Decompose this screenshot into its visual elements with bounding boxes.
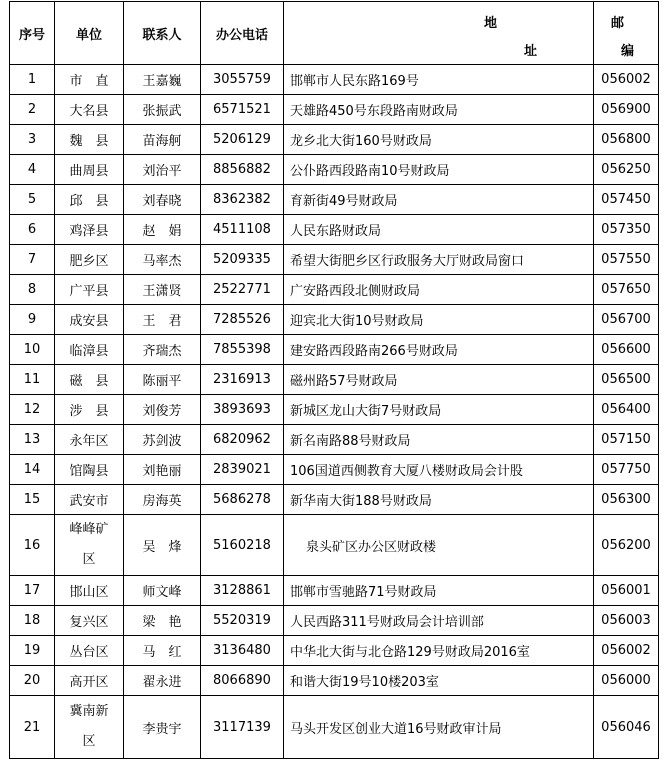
table-row (10, 125, 659, 155)
table-row (10, 395, 659, 425)
zip-cell: 056002 (594, 636, 659, 666)
phone-cell: 3055759 (201, 65, 284, 95)
phone-cell: 2316913 (201, 365, 284, 395)
table-row (10, 155, 659, 185)
address-cell: 邯郸市人民东路169号 (284, 65, 594, 95)
contact-cell: 师文峰 (124, 576, 201, 606)
phone-cell: 7855398 (201, 335, 284, 365)
table-row (10, 365, 659, 395)
zip-cell: 057750 (594, 455, 659, 485)
header-phone: 办公电话 (201, 2, 284, 65)
unit-cell-text: 冀南新区 (69, 704, 109, 749)
row-number: 13 (10, 425, 55, 455)
table-row (10, 515, 659, 576)
unit-cell: 曲周县 (55, 155, 124, 185)
unit-cell: 高开区 (55, 666, 124, 696)
zip-cell: 056800 (594, 125, 659, 155)
table-row (10, 185, 659, 215)
unit-cell-text: 峰峰矿区 (69, 522, 109, 567)
phone-cell: 2522771 (201, 275, 284, 305)
row-number: 16 (10, 515, 55, 576)
zip-cell: 056250 (594, 155, 659, 185)
row-number: 1 (10, 65, 55, 95)
row-number: 2 (10, 95, 55, 125)
table-row (10, 275, 659, 305)
address-cell: 人民西路311号财政局会计培训部 (284, 606, 594, 636)
zip-cell: 057450 (594, 185, 659, 215)
phone-cell: 4511108 (201, 215, 284, 245)
unit-cell: 成安县 (55, 305, 124, 335)
contact-cell: 梁 艳 (124, 606, 201, 636)
address-cell: 龙乡北大街160号财政局 (284, 125, 594, 155)
header-zip (594, 2, 659, 65)
table-row (10, 95, 659, 125)
contact-cell: 刘艳丽 (124, 455, 201, 485)
table-row (10, 455, 659, 485)
address-cell: 和谐大街19号10楼203室 (284, 666, 594, 696)
unit-cell: 广平县 (55, 275, 124, 305)
zip-cell: 056003 (594, 606, 659, 636)
phone-cell: 6571521 (201, 95, 284, 125)
phone-cell: 7285526 (201, 305, 284, 335)
address-cell: 建安路西段路南266号财政局 (284, 335, 594, 365)
address-cell: 迎宾北大街10号财政局 (284, 305, 594, 335)
address-cell: 新城区龙山大街7号财政局 (284, 395, 594, 425)
row-number: 20 (10, 666, 55, 696)
phone-cell: 2839021 (201, 455, 284, 485)
address-cell: 中华北大街与北仓路129号财政局2016室 (284, 636, 594, 666)
phone-cell: 5206129 (201, 125, 284, 155)
phone-cell: 5520319 (201, 606, 284, 636)
table-row (10, 666, 659, 696)
phone-cell: 8362382 (201, 185, 284, 215)
zip-cell: 056001 (594, 576, 659, 606)
address-cell: 106国道西侧教育大厦八楼财政局会计股 (284, 455, 594, 485)
address-cell: 天雄路450号东段路南财政局 (284, 95, 594, 125)
zip-cell: 056000 (594, 666, 659, 696)
header-address-part-1: 地 (484, 16, 498, 31)
contact-cell: 李贵宇 (124, 696, 201, 759)
unit-cell: 馆陶县 (55, 455, 124, 485)
phone-cell: 5209335 (201, 245, 284, 275)
address-cell: 邯郸市雪驰路71号财政局 (284, 576, 594, 606)
contact-cell: 张振武 (124, 95, 201, 125)
contact-cell: 苗海舸 (124, 125, 201, 155)
contact-cell: 王嘉巍 (124, 65, 201, 95)
row-number: 7 (10, 245, 55, 275)
unit-cell: 鸡泽县 (55, 215, 124, 245)
contact-cell: 王 君 (124, 305, 201, 335)
unit-cell: 邱 县 (55, 185, 124, 215)
table-row (10, 305, 659, 335)
unit-cell: 大名县 (55, 95, 124, 125)
zip-cell: 056500 (594, 365, 659, 395)
contact-cell: 房海英 (124, 485, 201, 515)
header-row (10, 2, 659, 65)
phone-cell: 3117139 (201, 696, 284, 759)
row-number: 9 (10, 305, 55, 335)
address-cell: 育新街49号财政局 (284, 185, 594, 215)
zip-cell: 056400 (594, 395, 659, 425)
unit-cell: 涉 县 (55, 395, 124, 425)
table-row (10, 606, 659, 636)
unit-cell: 复兴区 (55, 606, 124, 636)
header-zip-part-2: 编 (621, 44, 635, 59)
header-address-part-2: 址 (524, 44, 538, 59)
unit-cell: 魏 县 (55, 125, 124, 155)
row-number: 4 (10, 155, 55, 185)
row-number: 18 (10, 606, 55, 636)
address-cell: 马头开发区创业大道16号财政审计局 (284, 696, 594, 759)
table-row (10, 576, 659, 606)
address-cell: 新华南大街188号财政局 (284, 485, 594, 515)
table-row (10, 65, 659, 95)
table-row (10, 215, 659, 245)
table-row (10, 335, 659, 365)
address-cell: 广安路西段北侧财政局 (284, 275, 594, 305)
row-number: 3 (10, 125, 55, 155)
zip-cell: 056002 (594, 65, 659, 95)
zip-cell: 057350 (594, 215, 659, 245)
row-number: 17 (10, 576, 55, 606)
zip-cell: 056300 (594, 485, 659, 515)
phone-cell: 5686278 (201, 485, 284, 515)
contact-table (9, 1, 659, 759)
zip-cell: 057550 (594, 245, 659, 275)
contact-cell: 齐瑞杰 (124, 335, 201, 365)
address-cell: 新名南路88号财政局 (284, 425, 594, 455)
header-no: 序号 (10, 2, 55, 65)
header-address (284, 2, 594, 65)
phone-cell: 8066890 (201, 666, 284, 696)
header-zip-part-1: 邮 (611, 16, 625, 31)
contact-cell: 苏剑波 (124, 425, 201, 455)
row-number: 5 (10, 185, 55, 215)
row-number: 6 (10, 215, 55, 245)
row-number: 8 (10, 275, 55, 305)
unit-cell: 丛台区 (55, 636, 124, 666)
address-cell: 公仆路西段路南10号财政局 (284, 155, 594, 185)
phone-cell: 6820962 (201, 425, 284, 455)
contact-cell: 刘俊芳 (124, 395, 201, 425)
contact-cell: 陈丽平 (124, 365, 201, 395)
row-number: 21 (10, 696, 55, 759)
table-row (10, 485, 659, 515)
unit-cell: 临漳县 (55, 335, 124, 365)
address-cell: 磁州路57号财政局 (284, 365, 594, 395)
table-row (10, 245, 659, 275)
phone-cell: 3128861 (201, 576, 284, 606)
unit-cell (55, 515, 124, 576)
table-row (10, 425, 659, 455)
zip-cell: 056046 (594, 696, 659, 759)
address-cell: 泉头矿区办公区财政楼 (284, 515, 594, 576)
zip-cell: 056600 (594, 335, 659, 365)
contact-cell: 马 红 (124, 636, 201, 666)
contact-cell: 刘治平 (124, 155, 201, 185)
zip-cell: 056200 (594, 515, 659, 576)
contact-cell: 马率杰 (124, 245, 201, 275)
table-row (10, 696, 659, 759)
phone-cell: 5160218 (201, 515, 284, 576)
row-number: 11 (10, 365, 55, 395)
address-cell: 人民东路财政局 (284, 215, 594, 245)
phone-cell: 3136480 (201, 636, 284, 666)
table-row (10, 636, 659, 666)
header-contact: 联系人 (124, 2, 201, 65)
zip-cell: 057650 (594, 275, 659, 305)
header-unit: 单位 (55, 2, 124, 65)
unit-cell: 肥乡区 (55, 245, 124, 275)
unit-cell: 市 直 (55, 65, 124, 95)
zip-cell: 056900 (594, 95, 659, 125)
unit-cell (55, 696, 124, 759)
contact-cell: 赵 娟 (124, 215, 201, 245)
address-cell: 希望大街肥乡区行政服务大厅财政局窗口 (284, 245, 594, 275)
contact-cell: 翟永进 (124, 666, 201, 696)
phone-cell: 8856882 (201, 155, 284, 185)
unit-cell: 永年区 (55, 425, 124, 455)
phone-cell: 3893693 (201, 395, 284, 425)
unit-cell: 磁 县 (55, 365, 124, 395)
row-number: 14 (10, 455, 55, 485)
contact-cell: 吴 烽 (124, 515, 201, 576)
row-number: 12 (10, 395, 55, 425)
unit-cell: 邯山区 (55, 576, 124, 606)
unit-cell: 武安市 (55, 485, 124, 515)
row-number: 19 (10, 636, 55, 666)
row-number: 15 (10, 485, 55, 515)
contact-cell: 王潇贤 (124, 275, 201, 305)
zip-cell: 056700 (594, 305, 659, 335)
zip-cell: 057150 (594, 425, 659, 455)
row-number: 10 (10, 335, 55, 365)
contact-cell: 刘春晓 (124, 185, 201, 215)
